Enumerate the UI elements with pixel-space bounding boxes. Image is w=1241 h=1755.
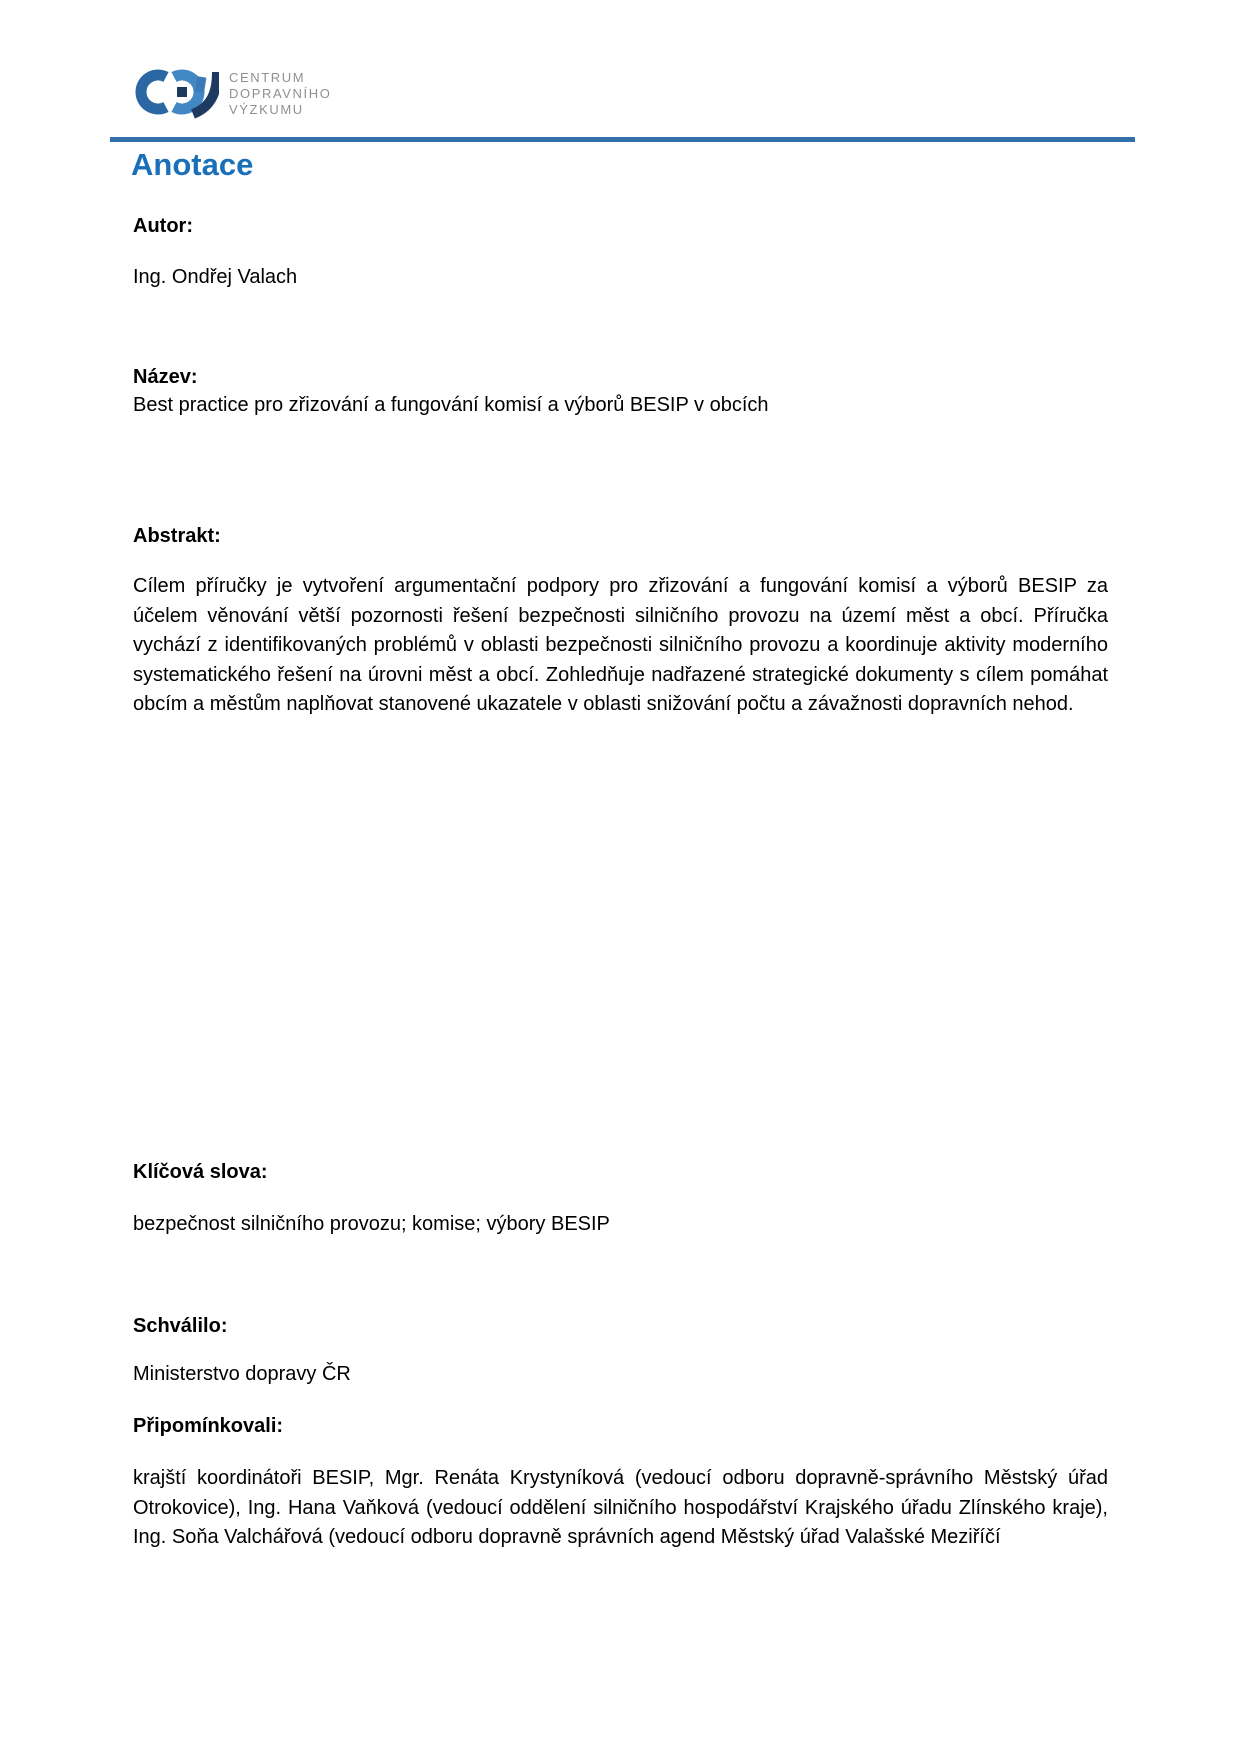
klicova-slova-label: Klíčová slova: <box>133 1161 268 1183</box>
logo-letter-c <box>141 75 166 109</box>
logo-wordmark <box>229 70 331 118</box>
logo-wordmark-line: CENTRUM <box>229 70 306 85</box>
klicova-slova-value: bezpečnost silničního provozu; komise; výbory BESIP <box>133 1213 610 1235</box>
nazev-value: Best practice pro zřizování a fungování komisí a výborů BESIP v obcích <box>133 394 769 416</box>
logo-d-square <box>177 87 187 97</box>
schvalilo-value: Ministerstvo dopravy ČR <box>133 1363 351 1385</box>
logo-wordmark-line: DOPRAVNÍHO <box>229 86 332 101</box>
autor-label: Autor: <box>133 215 193 237</box>
logo-wordmark-line: VÝZKUMU <box>229 102 304 117</box>
cdv-logo <box>133 64 331 122</box>
schvalilo-label: Schválilo: <box>133 1315 228 1337</box>
pripominkovali-text: krajští koordinátoři BESIP, Mgr. Renáta Krystyníková (vedoucí odboru dopravně-správního Městský úřad Otrokovice), Ing. Hana Vaňková (vedoucí oddělení silničního hospodářství Krajského úřadu Zlínského kraje), Ing. Soňa Valchářová (vedoucí odboru dopravně správních agend Městský úřad Valašské Meziříčí <box>133 1467 1108 1548</box>
cdv-logo-icon <box>133 64 219 122</box>
pripominkovali-label: Připomínkovali: <box>133 1415 284 1437</box>
abstrakt-label: Abstrakt: <box>133 525 221 547</box>
abstrakt-text: Cílem příručky je vytvoření argumentační podpory pro zřizování a fungování komisí a výborů BESIP za účelem věnování větší pozornosti řešení bezpečnosti silničního provozu na území měst a obcí. Příručka vychází z identifikovaných problémů v oblasti bezpečnosti silničního provozu a koordinuje aktivity moderního systematického řešení na úrovni měst a obcí. Zohledňuje nadřazené strategické dokumenty s cílem pomáhat obcím a městům naplňovat stanovené ukazatele v oblasti snižování počtu a závažnosti dopravních nehod. <box>133 575 1108 715</box>
header-divider <box>110 137 1135 142</box>
page-title: Anotace <box>131 147 254 182</box>
autor-value: Ing. Ondřej Valach <box>133 266 298 288</box>
logo-v-tick <box>200 77 203 92</box>
nazev-label: Název: <box>133 366 198 388</box>
